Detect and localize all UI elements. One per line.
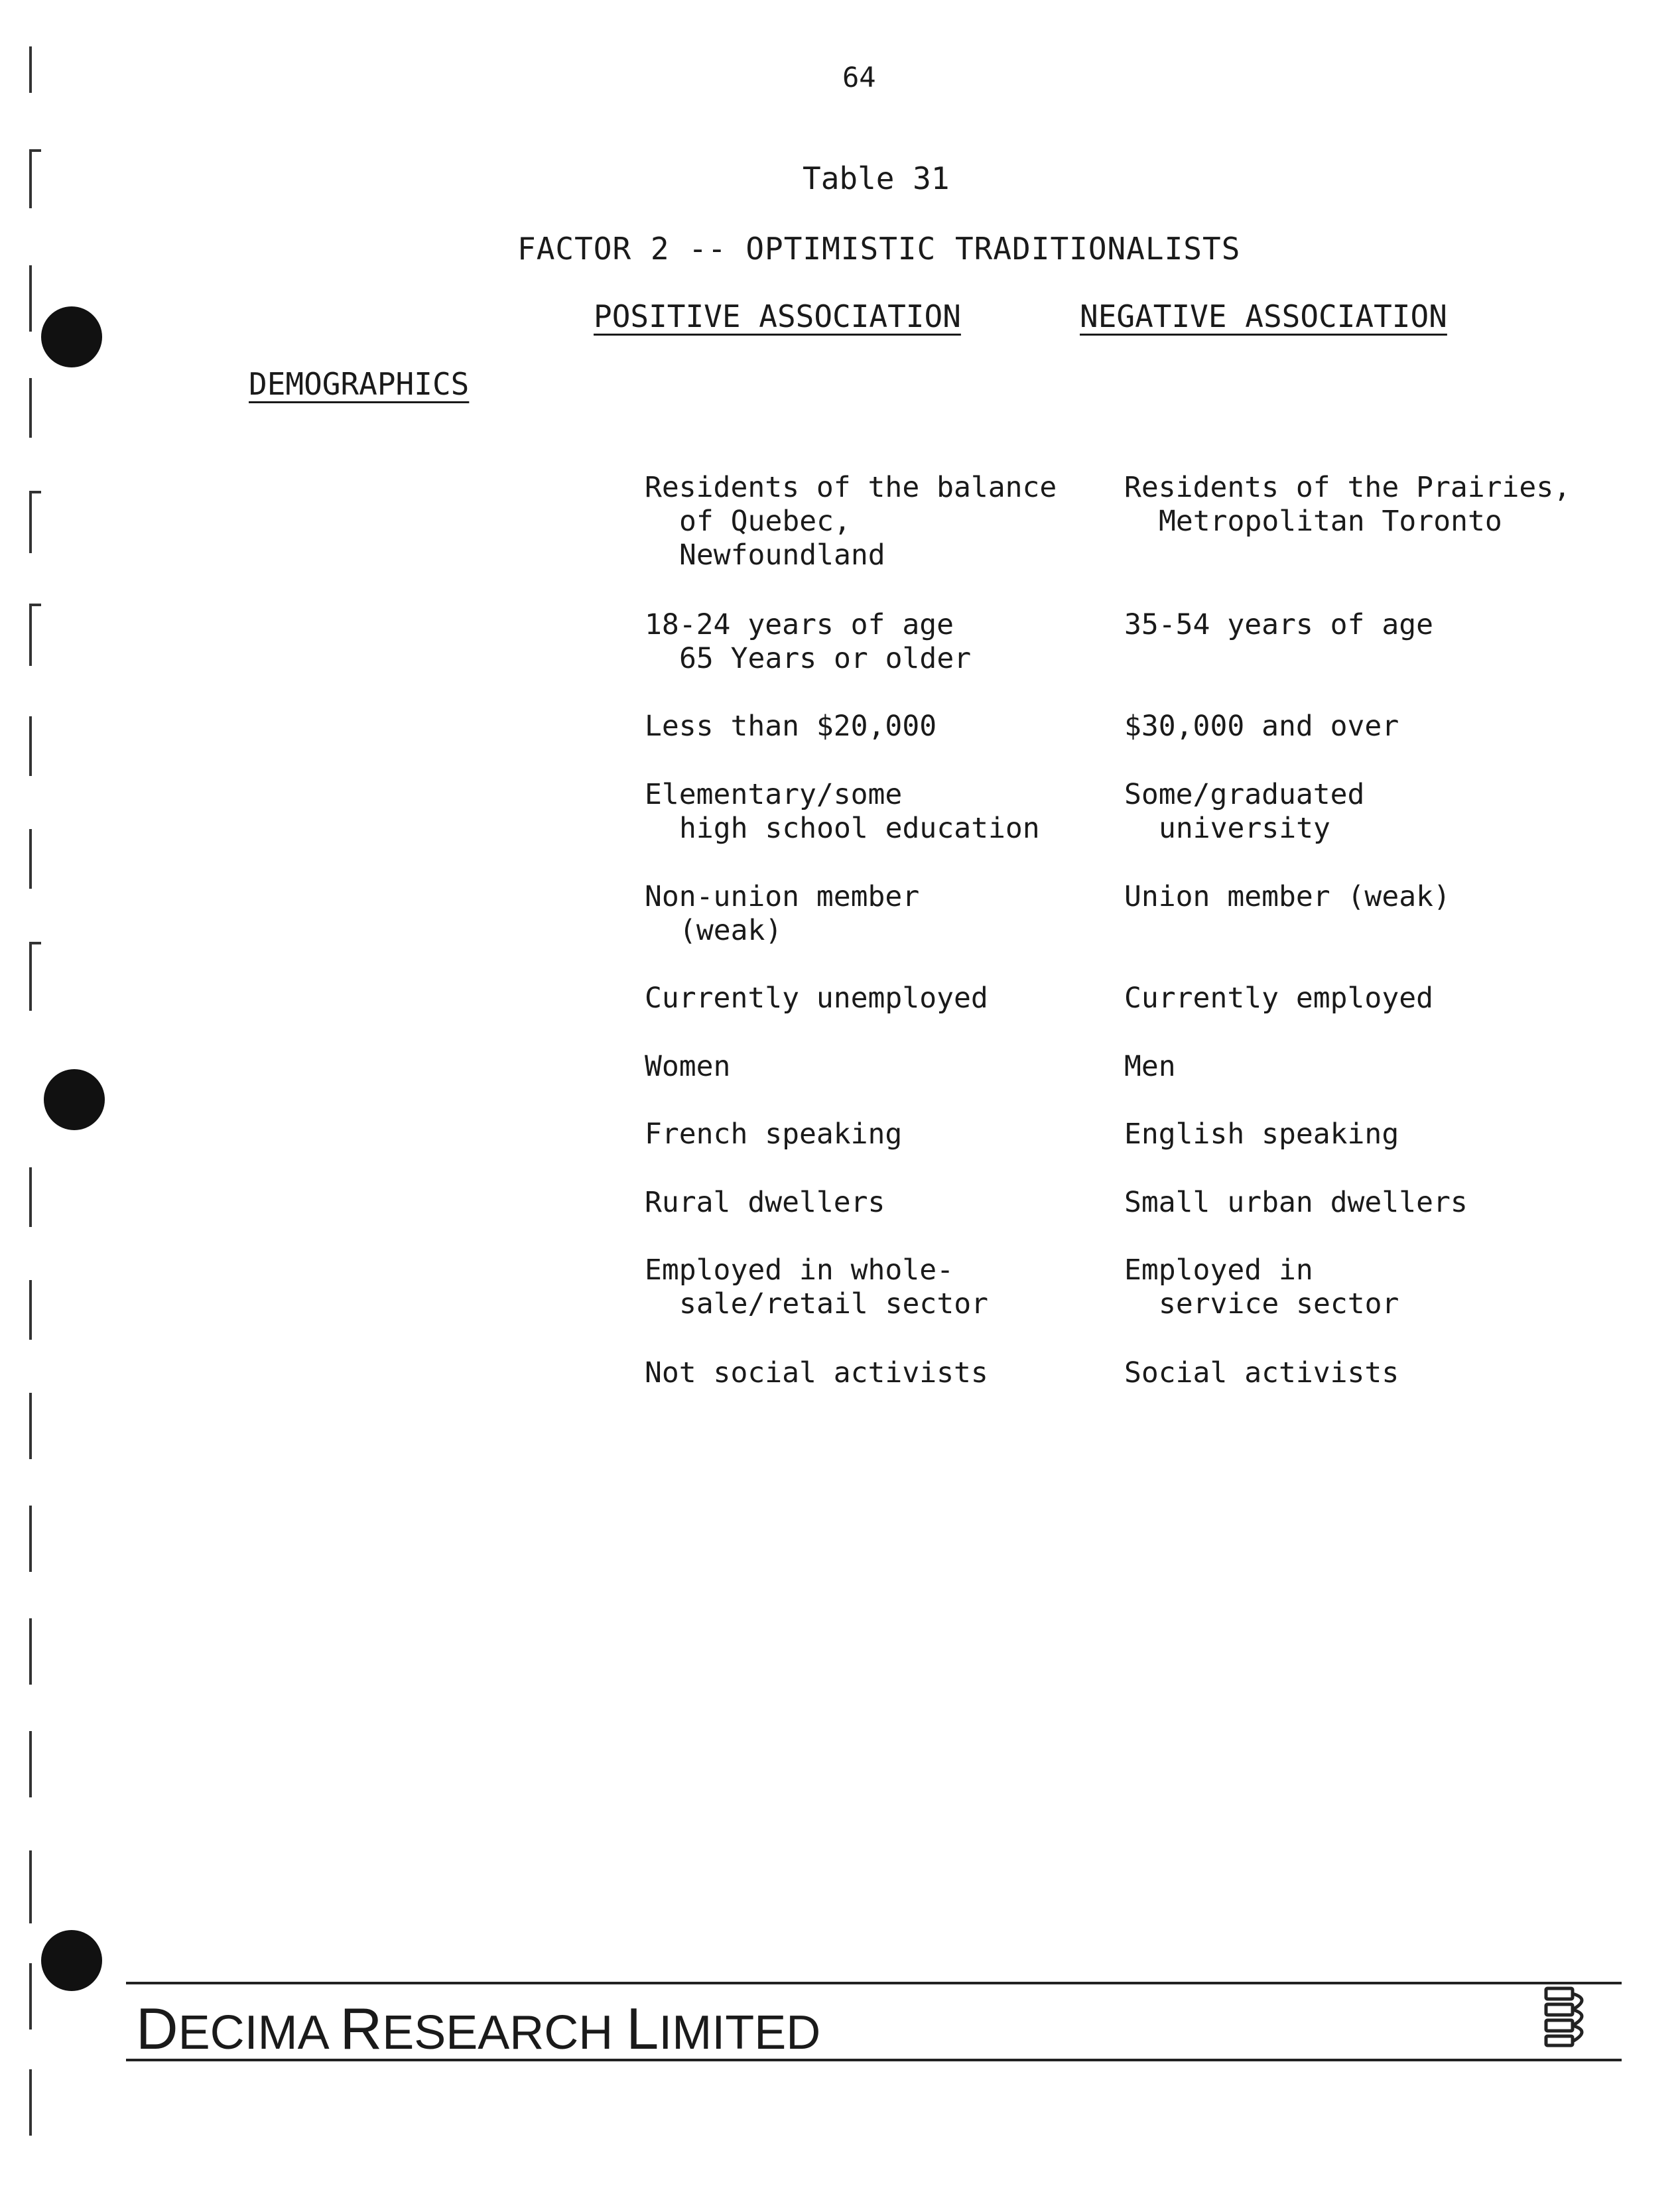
- table-cell-positive: Elementary/some high school education: [645, 778, 1040, 845]
- table-cell-negative: Employed in service sector: [1124, 1254, 1399, 1321]
- table-cell-positive: Less than $20,000: [645, 710, 937, 743]
- binder-mark: [29, 1506, 41, 1572]
- table-cell-negative: Small urban dwellers: [1124, 1186, 1468, 1219]
- binder-mark: [29, 1280, 41, 1340]
- table-cell-positive: Women: [645, 1050, 731, 1083]
- footer-brand: DECIMA RESEARCH LIMITED: [136, 1996, 821, 2061]
- table-cell-negative: English speaking: [1124, 1118, 1399, 1151]
- binder-mark: [29, 1167, 41, 1227]
- binder-mark: [29, 716, 41, 776]
- table-cell-positive: French speaking: [645, 1118, 903, 1151]
- binder-mark: [29, 265, 41, 332]
- section-heading: DEMOGRAPHICS: [249, 366, 470, 402]
- punch-hole-bottom: [41, 1930, 102, 1991]
- binder-mark: [29, 604, 41, 666]
- column-header-negative: NEGATIVE ASSOCIATION: [1080, 298, 1447, 334]
- table-cell-negative: Residents of the Prairies, Metropolitan Toronto: [1124, 471, 1571, 538]
- binder-mark: [29, 2069, 41, 2136]
- table-cell-positive: 18-24 years of age 65 Years or older: [645, 608, 972, 675]
- footer-rule-top: [126, 1982, 1622, 1984]
- table-cell-negative: Social activists: [1124, 1356, 1399, 1389]
- table-cell-negative: Union member (weak): [1124, 880, 1451, 913]
- binder-mark: [29, 149, 41, 208]
- table-cell-positive: Rural dwellers: [645, 1186, 885, 1219]
- table-cell-negative: Men: [1124, 1050, 1176, 1083]
- punch-hole-top: [41, 306, 102, 367]
- table-cell-negative: 35-54 years of age: [1124, 608, 1433, 641]
- table-cell-positive: Employed in whole- sale/retail sector: [645, 1254, 988, 1321]
- table-cell-positive: Residents of the balance of Quebec, Newfoundland: [645, 471, 1057, 572]
- table-cell-positive: Currently unemployed: [645, 982, 988, 1015]
- page-number: 64: [842, 61, 876, 94]
- table-cell-negative: $30,000 and over: [1124, 710, 1399, 743]
- decima-logo-icon: [1542, 1984, 1595, 2048]
- binder-mark: [29, 1618, 41, 1685]
- binder-mark: [29, 942, 41, 1011]
- table-cell-negative: Currently employed: [1124, 982, 1433, 1015]
- binder-mark: [29, 491, 41, 553]
- binder-mark: [29, 378, 41, 438]
- table-cell-positive: Non-union member (weak): [645, 880, 920, 947]
- binder-mark: [29, 829, 41, 889]
- binder-mark: [29, 1963, 41, 2030]
- column-header-positive: POSITIVE ASSOCIATION: [594, 298, 961, 334]
- table-cell-negative: Some/graduated university: [1124, 778, 1365, 845]
- binder-mark: [29, 46, 41, 93]
- table-cell-positive: Not social activists: [645, 1356, 988, 1389]
- binder-mark: [29, 1850, 41, 1923]
- table-label: Table 31: [803, 161, 950, 196]
- binder-mark: [29, 1731, 41, 1797]
- binder-mark: [29, 1393, 41, 1459]
- table-title: FACTOR 2 -- OPTIMISTIC TRADITIONALISTS: [517, 231, 1241, 267]
- footer-rule-bottom: [126, 2059, 1622, 2061]
- punch-hole-middle: [44, 1069, 105, 1130]
